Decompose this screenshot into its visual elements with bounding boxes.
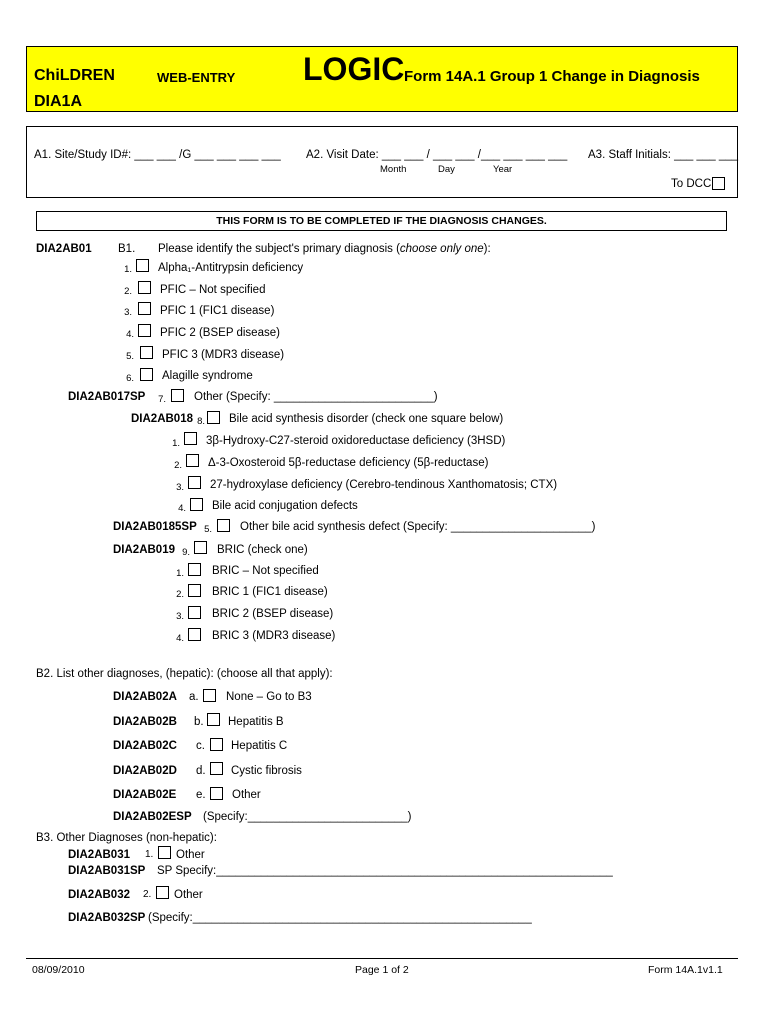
footer-divider [26,958,738,959]
site-id-field[interactable]: A1. Site/Study ID#: ___ ___ /G ___ ___ ___ ___ [34,149,281,161]
form-title: Form 14A.1 Group 1 Change in Diagnosis [404,68,700,85]
b1-opt1-checkbox[interactable] [136,259,149,272]
footer-date: 08/09/2010 [32,964,85,976]
b2-a-label: None – Go to B3 [226,691,312,703]
b1-opt9-sub4-checkbox[interactable] [188,628,201,641]
b2-c-label: Hepatitis C [231,740,288,752]
b1-opt9-sub2-checkbox[interactable] [188,584,201,597]
b1-opt8-sub2-label: Δ-3-Oxosteroid 5β-reductase deficiency (5β-reductase) [208,457,489,469]
b2-question: B2. List other diagnoses, (hepatic): (choose all that apply): [36,668,333,680]
children-label: ChiLDREN [34,67,115,84]
logic-label: LOGIC [303,51,405,87]
b1-opt9-sub1-checkbox[interactable] [188,563,201,576]
b2-b-code: DIA2AB02B [113,716,177,728]
b1-opt7-checkbox[interactable] [171,389,184,402]
b1-opt2-checkbox[interactable] [138,281,151,294]
day-label: Day [438,164,455,175]
b3-1-label: Other [176,849,205,861]
year-label: Year [493,164,513,175]
form-id: DIA1A [34,93,83,110]
b1-opt8-code: DIA2AB018 [131,413,193,425]
b1-opt1-label: Alpha₁-Antitrypsin deficiency [158,262,304,274]
b3-2-label: Other [174,889,203,901]
b2-e-label: Other [232,789,261,801]
b1-opt6-label: Alagille syndrome [162,370,253,382]
b1-opt4-checkbox[interactable] [138,324,151,337]
b1-opt3-label: PFIC 1 (FIC1 disease) [160,305,275,317]
footer-form-version: Form 14A.1v1.1 [648,964,723,976]
b2-specify-field[interactable]: (Specify:_________________________) [203,811,412,823]
b1-label: B1. [118,243,136,255]
b2-c-code: DIA2AB02C [113,740,177,752]
b1-opt9-sub3-checkbox[interactable] [188,606,201,619]
visit-info-box [26,126,738,198]
b1-opt5-label: PFIC 3 (MDR3 disease) [162,349,285,361]
b3-2-code: DIA2AB032 [68,889,130,901]
b1-opt5-checkbox[interactable] [140,346,153,359]
b1-opt9-sub4-label: BRIC 3 (MDR3 disease) [212,630,336,642]
staff-initials-field[interactable]: A3. Staff Initials: ___ ___ ___ [588,149,739,161]
b2-esp-code: DIA2AB02ESP [113,811,192,823]
b3-1-checkbox[interactable] [158,846,171,859]
b2-a-code: DIA2AB02A [113,691,177,703]
b1-code: DIA2AB01 [36,243,92,255]
b1-opt8-sub2-checkbox[interactable] [186,454,199,467]
b3-2sp-code: DIA2AB032SP [68,912,146,924]
b1-opt8-checkbox[interactable] [207,411,220,424]
b1-opt9-sub1-label: BRIC – Not specified [212,565,319,577]
b1-opt8-sub3-checkbox[interactable] [188,476,201,489]
footer-page: Page 1 of 2 [355,964,409,976]
b1-opt6-checkbox[interactable] [140,368,153,381]
b1-opt9-label: BRIC (check one) [217,544,308,556]
b1-opt2-label: PFIC – Not specified [160,284,266,296]
b3-question: B3. Other Diagnoses (non-hepatic): [36,832,217,844]
b1-opt8-label: Bile acid synthesis disorder (check one square below) [229,413,504,425]
b1-question: Please identify the subject's primary diagnosis (choose only one): [158,243,491,255]
b2-a-checkbox[interactable] [203,689,216,702]
b2-b-label: Hepatitis B [228,716,284,728]
b1-opt8-sub5-code: DIA2AB0185SP [113,521,197,533]
b2-c-checkbox[interactable] [210,738,223,751]
web-entry-label: WEB-ENTRY [157,70,236,85]
b3-2-specify-field[interactable]: (Specify:_____________________________________________________ [148,912,532,924]
b1-opt7-code: DIA2AB017SP [68,391,146,403]
form-header [26,46,738,112]
to-dcc-label: To DCC [671,178,712,190]
b1-opt8-sub1-checkbox[interactable] [184,432,197,445]
to-dcc-checkbox[interactable] [712,177,725,190]
b1-opt9-checkbox[interactable] [194,541,207,554]
b3-2-checkbox[interactable] [156,886,169,899]
b1-opt8-sub4-checkbox[interactable] [190,498,203,511]
b1-opt3-checkbox[interactable] [138,302,151,315]
b1-opt8-sub1-label: 3β-Hydroxy-C27-steroid oxidoreductase deficiency (3HSD) [206,435,506,447]
b1-opt8-sub5-checkbox[interactable] [217,519,230,532]
b1-opt4-label: PFIC 2 (BSEP disease) [160,327,280,339]
b2-e-checkbox[interactable] [210,787,223,800]
b2-d-label: Cystic fibrosis [231,765,302,777]
b1-opt7-label[interactable]: Other (Specify: _________________________) [194,391,438,403]
b3-1sp-code: DIA2AB031SP [68,865,146,877]
b1-opt8-sub4-label: Bile acid conjugation defects [212,500,358,512]
b2-d-checkbox[interactable] [210,762,223,775]
visit-date-field[interactable]: A2. Visit Date: ___ ___ / ___ ___ /___ ___ ___ ___ [306,149,568,161]
b3-1-code: DIA2AB031 [68,849,130,861]
b3-1-specify-field[interactable]: SP Specify:______________________________________________________________ [157,865,613,877]
b2-d-code: DIA2AB02D [113,765,177,777]
b2-b-checkbox[interactable] [207,713,220,726]
month-label: Month [380,164,407,175]
b1-opt9-code: DIA2AB019 [113,544,175,556]
b1-opt9-sub2-label: BRIC 1 (FIC1 disease) [212,586,328,598]
b2-e-code: DIA2AB02E [113,789,177,801]
notice-banner: THIS FORM IS TO BE COMPLETED IF THE DIAGNOSIS CHANGES. [36,211,727,231]
b1-opt9-sub3-label: BRIC 2 (BSEP disease) [212,608,334,620]
b1-opt8-sub5-label[interactable]: Other bile acid synthesis defect (Specify: ______________________) [240,521,596,533]
b1-opt8-sub3-label: 27-hydroxylase deficiency (Cerebro-tendinous Xanthomatosis; CTX) [210,479,558,491]
